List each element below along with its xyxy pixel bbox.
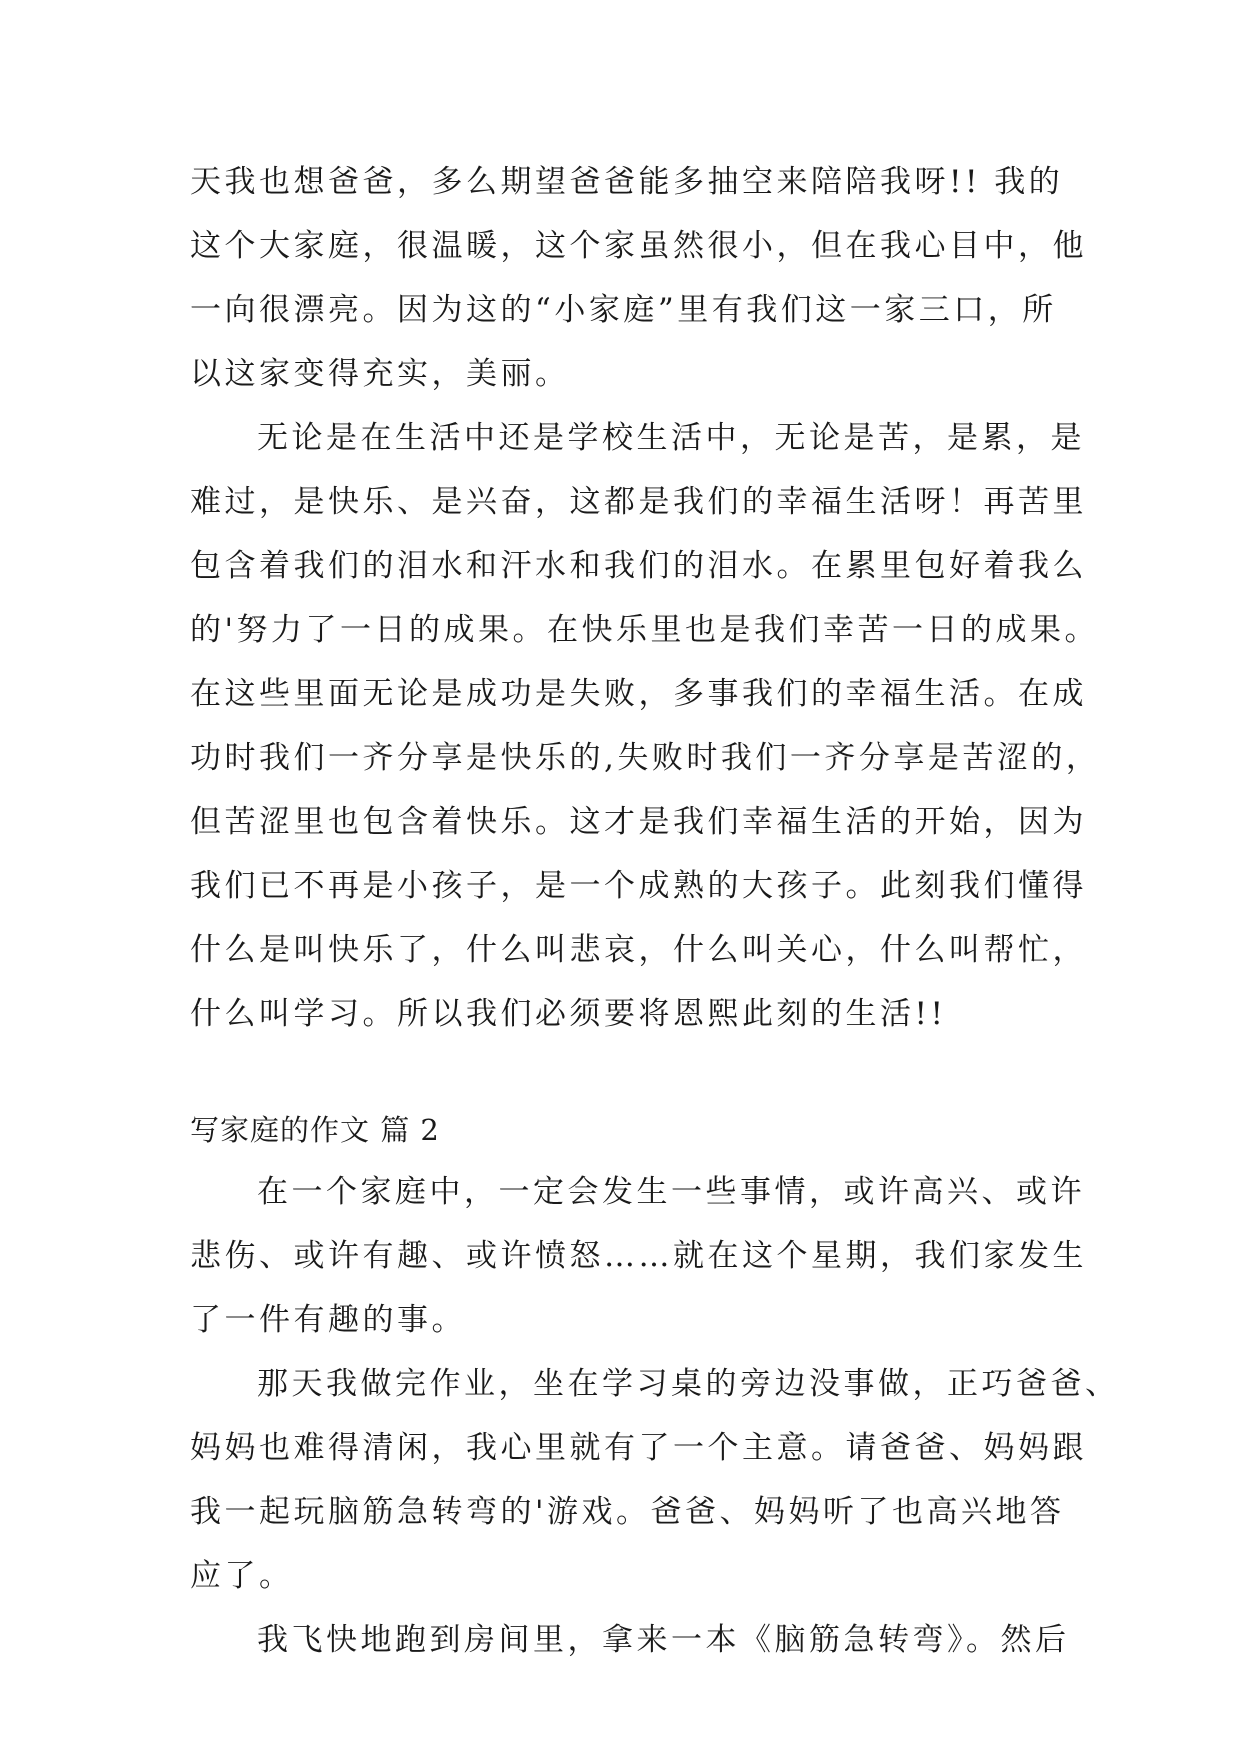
text-line: 在一个家庭中，一定会发生一些事情，或许高兴、或许	[257, 1174, 1085, 1210]
section-spacer	[190, 1046, 1050, 1100]
text-line: 那天我做完作业，坐在学习桌的旁边没事做，正巧爸爸、	[257, 1366, 1120, 1402]
text-line: 的'努力了一日的成果。在快乐里也是我们幸苦一日的成果。	[190, 612, 1100, 648]
paragraph	[190, 406, 1101, 1046]
text-line: 我一起玩脑筋急转弯的'游戏。爸爸、妈妈听了也高兴地答	[190, 1494, 1065, 1530]
text-line: 我飞快地跑到房间里，拿来一本《脑筋急转弯》。然后	[257, 1622, 1070, 1658]
text-line: 这个大家庭，很温暖，这个家虽然很小，但在我心目中，他	[190, 228, 1087, 264]
text-line: 难过，是快乐、是兴奋，这都是我们的幸福生活呀！再苦里	[190, 484, 1087, 520]
paragraph	[190, 1608, 1070, 1672]
text-line: 了一件有趣的事。	[190, 1302, 466, 1338]
text-line: 什么是叫快乐了，什么叫悲哀，什么叫关心，什么叫帮忙，	[190, 932, 1087, 968]
text-line: 以这家变得充实，美丽。	[190, 356, 570, 392]
text-line: 在这些里面无论是成功是失败，多事我们的幸福生活。在成	[190, 676, 1087, 712]
text-line: 无论是在生活中还是学校生活中，无论是苦，是累，是	[257, 420, 1085, 456]
text-line: 一向很漂亮。因为这的“小家庭”里有我们这一家三口，所	[190, 292, 1057, 328]
paragraph	[190, 1352, 1120, 1608]
text-line: 但苦涩里也包含着快乐。这才是我们幸福生活的开始，因为	[190, 804, 1087, 840]
text-line: 包含着我们的泪水和汗水和我们的泪水。在累里包好着我么	[190, 548, 1087, 584]
paragraph	[190, 1160, 1087, 1352]
text-line: 什么叫学习。所以我们必须要将恩熙此刻的生活!!	[190, 996, 947, 1032]
text-line: 功时我们一齐分享是快乐的,失败时我们一齐分享是苦涩的，	[190, 740, 1101, 776]
text-line: 妈妈也难得清闲，我心里就有了一个主意。请爸爸、妈妈跟	[190, 1430, 1087, 1466]
text-line: 天我也想爸爸，多么期望爸爸能多抽空来陪陪我呀!! 我的	[190, 164, 1064, 200]
text-line: 我们已不再是小孩子，是一个成熟的大孩子。此刻我们懂得	[190, 868, 1087, 904]
section-heading: 写家庭的作文 篇 2	[190, 1113, 440, 1147]
document-page	[190, 150, 1120, 1672]
paragraph-continuation	[190, 150, 1087, 406]
text-line: 应了。	[190, 1558, 294, 1594]
text-line: 悲伤、或许有趣、或许愤怒……就在这个星期，我们家发生	[190, 1238, 1087, 1274]
